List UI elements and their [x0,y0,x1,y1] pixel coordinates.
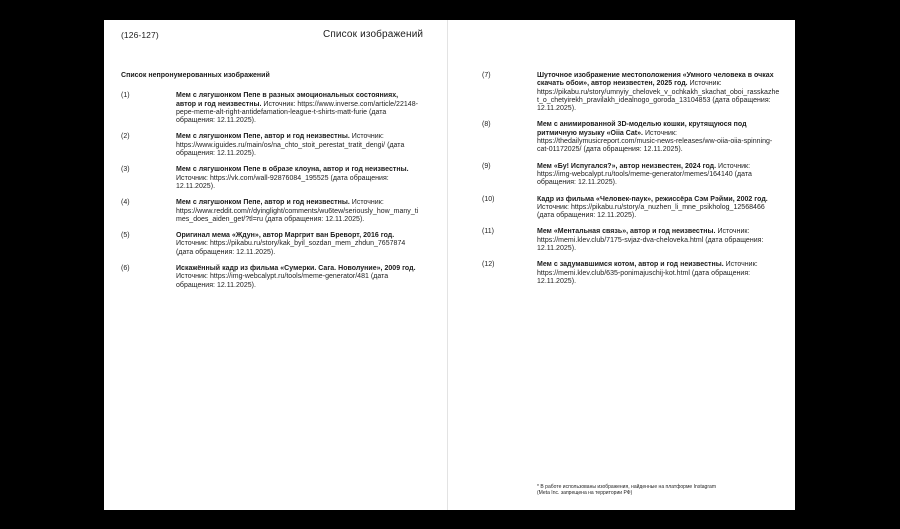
right-page-column [482,72,781,294]
item-title: Мем «Ментальная связь», автор и год неизвестны. [537,228,716,236]
item-number: (11) [482,228,495,236]
item-title: Мем с лягушонком Пепе в разных эмоциональных состояниях, автор и год неизвестны. [176,92,399,108]
item-title: Мем с лягушонком Пепе, автор и год неизвестны. [176,133,350,141]
item-number: (5) [121,232,130,240]
item-text [176,265,420,290]
item-number: (4) [121,199,130,207]
item-source: Источник: https://memi.klev.club/7175-svjaz-dva-cheloveka.html (дата обращения: 12.11.2025). [537,228,764,253]
item-title: Мем с лягушонком Пепе в образе клоуна, автор и год неизвестны. [176,166,409,174]
list-item [121,133,422,158]
item-title: Оригинал мема «Ждун», автор Маргрит ван Бреворт, 2016 год. [176,232,395,240]
item-source: Источник: https://pikabu.ru/story/a_nuzhen_li_mne_psikholog_12568466 (дата обращения: 12.11.2025). [537,203,765,220]
item-text [176,92,420,125]
list-item [482,121,781,154]
item-title: Искажённый кадр из фильма «Сумерки. Сага. Новолуние», 2009 год. [176,265,416,273]
item-number: (8) [482,121,491,129]
item-source: Источник: https://pikabu.ru/story/kak_byil_sozdan_mem_zhdun_7657874 (дата обращения: 12.11.2025). [176,240,406,256]
item-title: Шуточное изображение местоположения «Умного человека в очках скачать обои», автор неизвестен, 2025 год. [537,72,774,88]
item-text [537,228,781,253]
item-text [176,133,420,158]
item-source: Источник: https://vk.com/wall-92876084_195525 (дата обращения: 12.11.2025). [176,174,389,190]
list-item [482,196,781,221]
item-text [537,261,781,286]
item-number: (10) [482,195,495,203]
item-text [537,196,781,221]
page-title: Список изображений [323,29,424,40]
book-spread [104,20,795,510]
item-number: (1) [121,92,130,100]
item-text [537,163,781,188]
item-source: Источник: https://www.iguides.ru/main/os/na_chto_stoit_perestat_tratit_dengi/ (дата обращения: 12.11.2025). [176,133,405,158]
item-text [537,121,781,154]
item-source: Источник: https://img-webcalypt.ru/tools/meme-generator/memes/164140 (дата обращения: 12.11.2025). [537,162,752,187]
item-source: Источник: https://memi.klev.club/635-ponimajuschij-kot.html (дата обращения: 12.11.2025). [537,261,758,285]
item-number: (2) [121,133,130,141]
list-item [121,166,422,191]
footnote [537,484,716,496]
list-item [121,92,422,125]
left-page-column [121,72,422,298]
footnote-line-1: * В работе использованы изображения, найденные на платформе Instagram [537,484,717,490]
item-title: Мем с задумавшимся котом, автор и год неизвестны. [537,261,724,269]
item-text [176,199,420,224]
page-fold-divider [447,20,448,510]
list-item [121,232,422,257]
list-item [482,228,781,253]
item-source: Источник: https://www.inverse.com/article/22148-pepe-meme-alt-right-antidefamation-league-t-shirts-matt-furie (дата обращения: 12.11.2025). [176,100,418,125]
list-subheading: Список непронумерованных изображений [121,72,270,79]
item-title: Кадр из фильма «Человек-паук», режиссёра Сэм Рэйми, 2002 год. [537,195,768,203]
item-source: Источник: https://img-webcalypt.ru/tools/meme-generator/481 (дата обращения: 12.11.2025). [176,273,389,289]
page-range: (126-127) [121,30,159,40]
footnote-line-2: (Meta Inc. запрещена на территории РФ) [537,490,633,497]
item-number: (9) [482,162,491,170]
item-source: Источник: https://pikabu.ru/story/umnyiy_chelovek_v_ochkakh_skachat_oboi_rasskazhet_o_chetyirekh_pravilakh_idealnogo_goroda_13104853 (дата обращения: 12.11.2025). [537,80,780,113]
list-item [121,199,422,224]
item-title: Мем «Бу! Испугался?», автор неизвестен, 2024 год. [537,162,717,170]
item-text [537,72,781,113]
list-item [482,261,781,286]
item-title: Мем с лягушонком Пепе, автор и год неизвестны. [176,199,350,207]
list-item [482,72,781,113]
item-text [176,232,420,257]
list-item [121,265,422,290]
item-number: (7) [482,72,491,79]
item-text [176,166,420,191]
item-source: Источник: https://thedailymusicreport.com/music-news-releases/ww-oiia-oiia-spinning-cat-01172025/ (дата обращения: 12.11.2025). [537,129,773,154]
item-number: (6) [121,265,130,273]
item-number: (12) [482,261,495,269]
item-number: (3) [121,166,130,174]
item-source: Источник: https://www.reddit.com/r/dyinglight/comments/wu6tew/seriously_how_many_times_does_aiden_get/?tl=ru (дата обращения: 12.11.2025). [176,199,419,223]
item-title: Мем с анимированной 3D-моделью кошки, крутящуюся под ритмичную музыку «Oiia Cat». [537,121,747,137]
list-item [482,163,781,188]
